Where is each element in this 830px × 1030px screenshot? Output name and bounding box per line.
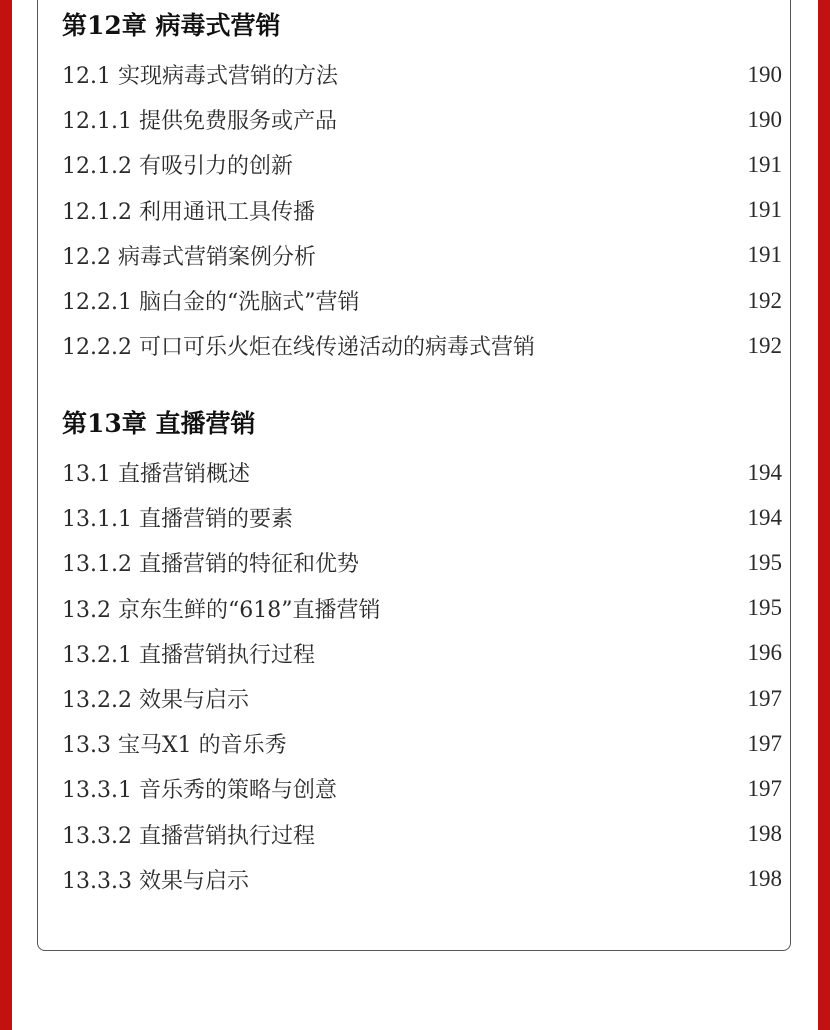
toc-entry-page: 198 [747,821,782,847]
toc-entry-label: 13.1 直播营销概述 [62,462,250,488]
toc-entry-page: 192 [747,287,782,313]
toc-entry-label: 12.1.1 提供免费服务或产品 [62,109,337,135]
chapter-title: 第12章 病毒式营销 [62,11,281,40]
chapter-12-section [62,4,782,368]
toc-entry[interactable] [62,857,782,902]
toc-entry-label: 12.1.2 有吸引力的创新 [62,154,293,180]
toc-entry-label: 13.1.2 直播营销的特征和优势 [62,552,359,578]
toc-entry[interactable] [62,676,782,721]
toc-entry[interactable] [62,188,782,233]
toc-entry-label: 13.3.1 音乐秀的策略与创意 [62,778,337,804]
toc-entry-label: 12.2 病毒式营销案例分析 [62,244,316,270]
toc-entry-label: 13.3.3 效果与启示 [62,868,249,894]
toc-entry-page: 197 [747,685,782,711]
toc-entry[interactable] [62,631,782,676]
toc-entry-label: 13.1.1 直播营销的要素 [62,507,293,533]
toc-entry[interactable] [62,495,782,540]
toc-entry-page: 191 [747,197,782,223]
toc-entry-page: 191 [747,242,782,268]
toc-entry-page: 190 [747,106,782,132]
toc-entry[interactable] [62,812,782,857]
toc-entry[interactable] [62,766,782,811]
toc-entry-page: 196 [747,640,782,666]
toc-entry-page: 194 [747,459,782,485]
toc-entry[interactable] [62,142,782,187]
toc-entry-label: 12.2.1 脑白金的“洗脑式”营销 [62,290,360,316]
toc-entry[interactable] [62,278,782,323]
toc-entry-page: 191 [747,151,782,177]
toc-entry[interactable] [62,450,782,495]
toc-entry-label: 13.2.1 直播营销执行过程 [62,642,315,668]
left-red-border [0,0,12,1030]
toc-entry[interactable] [62,233,782,278]
toc-entry-label: 13.2.2 效果与启示 [62,688,249,714]
toc-entry-page: 195 [747,595,782,621]
toc-entry-label: 12.1.2 利用通讯工具传播 [62,199,315,225]
right-red-border [818,0,830,1030]
toc-entry-label: 13.2 京东生鲜的“618”直播营销 [62,597,381,623]
toc-entry-page: 192 [747,332,782,358]
toc-entry[interactable] [62,97,782,142]
toc-entry-page: 195 [747,549,782,575]
toc-entry-label: 13.3 宝马X1 的音乐秀 [62,733,287,759]
toc-entry-page: 198 [747,866,782,892]
toc-entry-label: 12.1 实现病毒式营销的方法 [62,64,338,90]
toc-entry[interactable] [62,323,782,368]
toc-entry-page: 197 [747,730,782,756]
chapter-title: 第13章 直播营销 [62,409,256,438]
toc-entry[interactable] [62,586,782,631]
toc-entry-label: 13.3.2 直播营销执行过程 [62,823,315,849]
toc-entry[interactable] [62,540,782,585]
toc-entry[interactable] [62,52,782,97]
toc-entry-page: 190 [747,61,782,87]
toc-entry-page: 194 [747,504,782,530]
toc-entry[interactable] [62,721,782,766]
toc-entry-page: 197 [747,775,782,801]
chapter-13-section [62,402,782,902]
toc-entry-label: 12.2.2 可口可乐火炬在线传递活动的病毒式营销 [62,335,535,361]
